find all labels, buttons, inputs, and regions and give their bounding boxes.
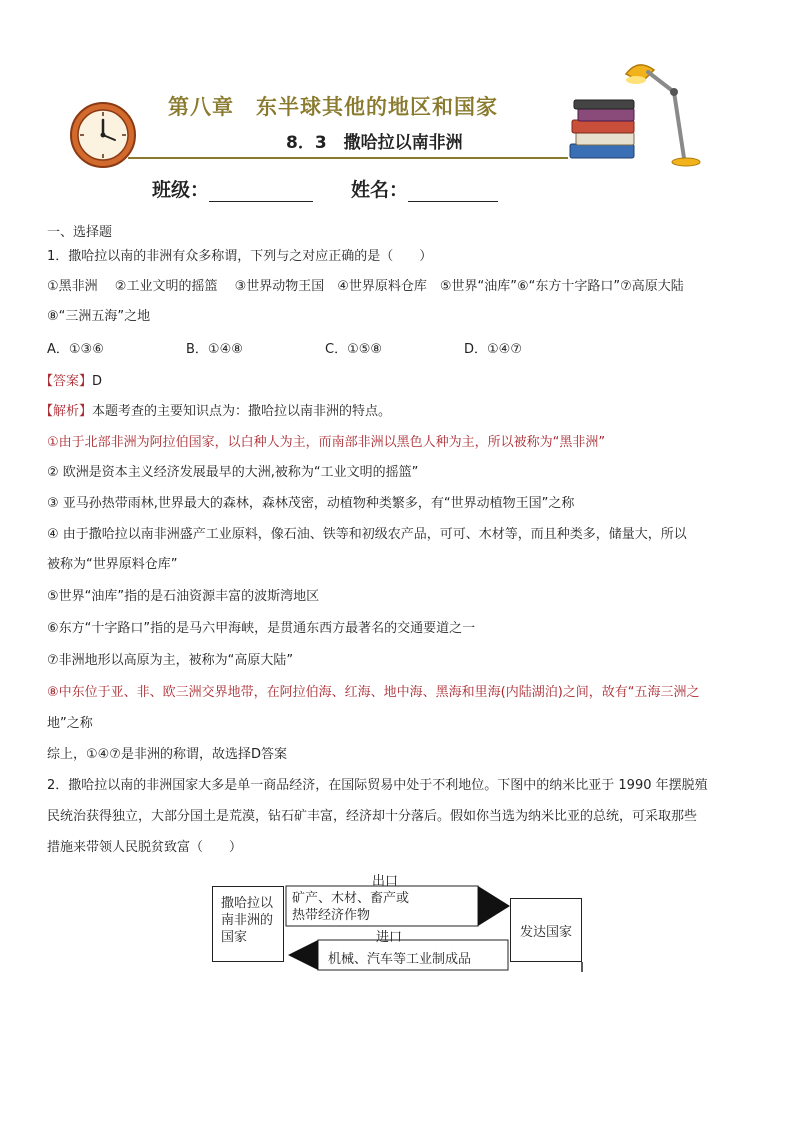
student-info-row [152, 175, 498, 202]
analysis-line: ⑧中东位于亚、非、欧三洲交界地带，在阿拉伯海、红海、地中海、黑海和里海(内陆湖泊)之间，故有“五海三洲之 [47, 685, 700, 700]
class-field[interactable] [209, 181, 313, 202]
analysis-line: ⑦非洲地形以高原为主，被称为“高原大陆” [47, 653, 294, 668]
analysis-line: 被称为“世界原料仓库” [47, 557, 178, 572]
header-divider [128, 157, 568, 159]
africa-box-line: 国家 [221, 930, 248, 945]
analysis-line: ② 欧洲是资本主义经济发展最早的大洲,被称为“工业文明的摇篮” [47, 465, 419, 480]
q1-conclusion: 综上，①④⑦是非洲的称谓，故选择D答案 [47, 747, 287, 762]
trade-diagram [212, 868, 592, 978]
q2-stem-line: 2．撒哈拉以南的非洲国家大多是单一商品经济，在国际贸易中处于不利地位。下图中的纳米比亚于 1990 年摆脱殖 [47, 778, 708, 793]
export-goods-line: 热带经济作物 [292, 908, 371, 923]
q1-option-a: A．①③⑥ [47, 342, 104, 357]
name-field[interactable] [408, 181, 498, 202]
class-label: 班级： [152, 179, 210, 201]
analysis-line: ⑤世界“油库”指的是石油资源丰富的波斯湾地区 [47, 589, 320, 604]
name-label: 姓名： [351, 179, 409, 201]
africa-box [212, 886, 284, 962]
q2-stem-line: 措施来带领人民脱贫致富（ ） [47, 840, 243, 855]
analysis-line: ①由于北部非洲为阿拉伯国家，以白种人为主，而南部非洲以黑色人种为主，所以被称为“黑非洲” [47, 435, 606, 450]
developed-box [510, 898, 582, 962]
import-goods: 机械、汽车等工业制成品 [328, 952, 472, 967]
q2-stem-line: 民统治获得独立，大部分国土是荒漠，钻石矿丰富，经济却十分落后。假如你当选为纳米比亚的总统，可采取那些 [47, 809, 698, 824]
answer-label: 【答案】 [40, 374, 93, 389]
analysis-line: 地”之称 [47, 716, 93, 731]
answer-value: D [92, 374, 103, 389]
developed-box-label: 发达国家 [519, 925, 572, 940]
q1-items-line1: ①黑非洲 ②工业文明的摇篮 ③世界动物王国 ④世界原料仓库 ⑤世界“油库”⑥“东方十字路口”⑦高原大陆 [47, 279, 684, 294]
chapter-title [168, 91, 498, 121]
export-label: 出口 [372, 874, 399, 889]
q1-stem: 1．撒哈拉以南的非洲有众多称谓，下列与之对应正确的是（ ） [47, 249, 433, 264]
q1-option-b: B．①④⑧ [186, 342, 243, 357]
books-lamp-icon [562, 52, 722, 174]
section-title: 8．3 撒哈拉以南非洲 [286, 133, 463, 153]
analysis-intro: 本题考查的主要知识点为：撒哈拉以南非洲的特点。 [92, 404, 392, 419]
q1-items-line2: ⑧“三洲五海”之地 [47, 309, 151, 324]
q1-option-d: D．①④⑦ [464, 342, 522, 357]
chapter-number: 第八章 [168, 95, 234, 119]
analysis-label: 【解析】 [40, 404, 93, 419]
q1-answer [40, 370, 102, 389]
export-goods [292, 890, 409, 924]
export-goods-line: 矿产、木材、畜产或 [292, 891, 410, 906]
africa-box-line: 撒哈拉以 [221, 896, 274, 911]
africa-box-line: 南非洲的 [221, 913, 274, 928]
analysis-line: ③ 亚马孙热带雨林,世界最大的森林，森林茂密，动植物种类繁多，有“世界动植物王国”之称 [47, 496, 575, 511]
chapter-subtitle: 东半球其他的地区和国家 [256, 95, 498, 119]
analysis-line: ⑥东方“十字路口”指的是马六甲海峡，是贯通东西方最著名的交通要道之一 [47, 621, 476, 636]
clock-icon [68, 100, 138, 170]
import-label: 进口 [376, 930, 403, 945]
section-heading: 一、选择题 [47, 225, 113, 240]
analysis-line: ④ 由于撒哈拉以南非洲盛产工业原料，像石油、铁等和初级农产品，可可、木材等，而且种类多，储量大，所以 [47, 527, 687, 542]
q1-option-c: C．①⑤⑧ [325, 342, 383, 357]
q1-analysis [40, 400, 391, 419]
